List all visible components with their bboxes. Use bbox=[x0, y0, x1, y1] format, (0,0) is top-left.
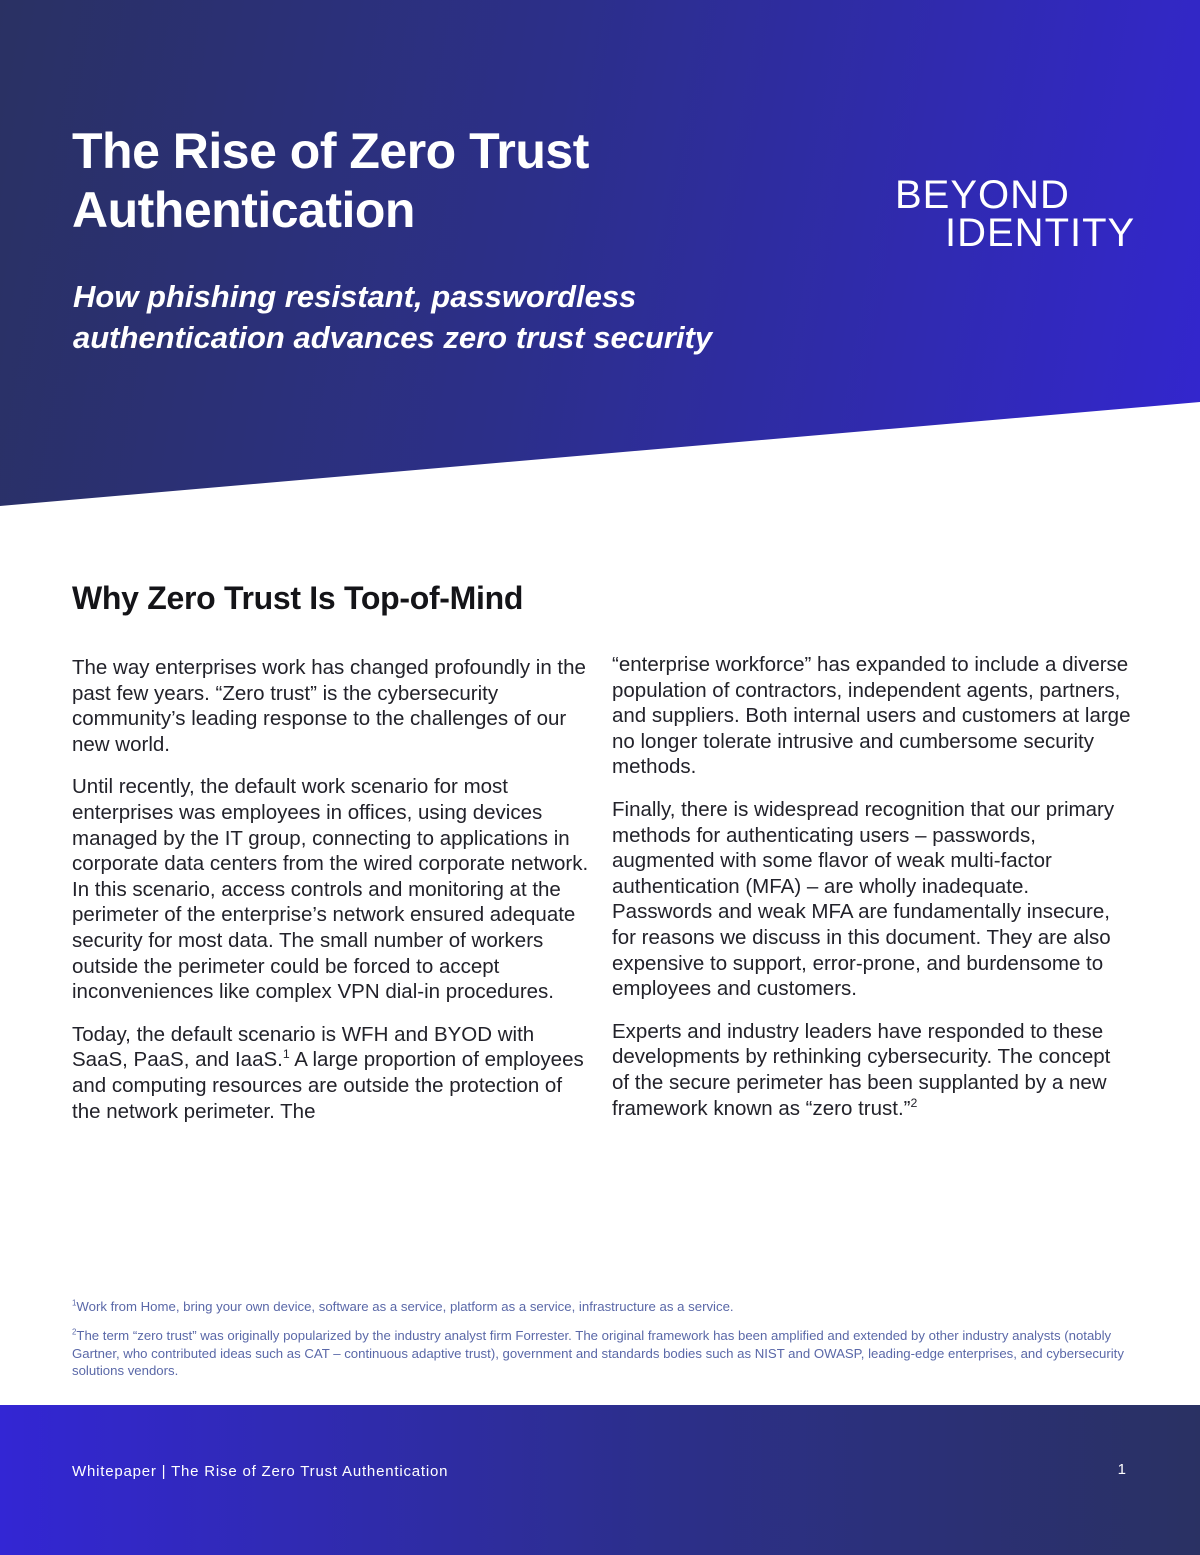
paragraph-2: Until recently, the default work scenario for most enterprises was employees in offices, using devices managed by the IT group, connecting to applications in corporate data centers from the wired corporate network. In this scenario, access controls and monitoring at the perimeter of the enterprise’s network ensured adequate security for most data. The small number of workers outside the perimeter could be forced to accept inconveniences like complex VPN dial-in procedures. bbox=[72, 775, 589, 1004]
paragraph-1: The way enterprises work has changed profoundly in the past few years. “Zero trust” is the cybersecurity community’s leading response to the challenges of our new world. bbox=[72, 656, 586, 756]
page-title: The Rise of Zero Trust Authentication bbox=[72, 123, 589, 238]
page-subtitle: How phishing resistant, passwordless authentication advances zero trust security bbox=[73, 279, 713, 355]
beyond-identity-logo bbox=[895, 173, 1136, 255]
paragraph-3-part-b: A large proportion of employees and computing resources are outside the protection of the network perimeter. The bbox=[72, 1048, 584, 1123]
footnote-2 bbox=[72, 1327, 1132, 1379]
body-column-right bbox=[612, 652, 1132, 1138]
paragraph-3 bbox=[72, 1022, 592, 1124]
footnote-1-mark: 1 bbox=[72, 1298, 77, 1308]
header-banner bbox=[0, 0, 1200, 510]
footnote-ref-1: 1 bbox=[282, 1047, 290, 1062]
paragraph-6-text: Experts and industry leaders have responded to these developments by rethinking cybersecurity. The concept of the secure perimeter has been supplanted by a new framework known as “zero trust.” bbox=[612, 1019, 1111, 1120]
logo-line-2: IDENTITY bbox=[945, 211, 1136, 255]
paragraph-6 bbox=[612, 1019, 1132, 1121]
footnote-1 bbox=[72, 1298, 1132, 1315]
footnote-ref-2: 2 bbox=[910, 1095, 918, 1110]
footnote-2-text: The term “zero trust” was originally popularized by the industry analyst firm Forrester. The original framework has been amplified and extended by other industry analysts (notably Gartner, who contributed ideas such as CAT – continuous adaptive trust), government and standards bodies such as NIST and OWASP, leading-edge enterprises, and cybersecurity solutions vendors. bbox=[72, 1328, 1124, 1378]
paragraph-4: “enterprise workforce” has expanded to include a diverse population of contractors, independent agents, partners, and suppliers. Both internal users and customers at large no longer tolerate intrusive and cumbersome security methods. bbox=[612, 653, 1131, 779]
footer-text: Whitepaper | The Rise of Zero Trust Authentication bbox=[72, 1463, 449, 1480]
footnotes bbox=[72, 1298, 1132, 1391]
logo-line-1: BEYOND bbox=[895, 173, 1070, 217]
section-heading: Why Zero Trust Is Top-of-Mind bbox=[72, 580, 524, 616]
footnote-1-text: Work from Home, bring your own device, software as a service, platform as a service, infrastructure as a service. bbox=[76, 1299, 734, 1314]
paragraph-5: Finally, there is widespread recognition that our primary methods for authenticating users – passwords, augmented with some flavor of weak multi-factor authentication (MFA) – are wholly inadequate. Passwords and weak MFA are fundamentally insecure, for reasons we discuss in this document. They are also expensive to support, error-prone, and burdensome to employees and customers. bbox=[612, 797, 1115, 1001]
footer-bar bbox=[0, 1405, 1200, 1555]
paragraph-3-part-a: Today, the default scenario is WFH and BYOD with SaaS, PaaS, and IaaS. bbox=[72, 1022, 535, 1072]
page-number: 1 bbox=[1117, 1461, 1126, 1478]
footnote-2-mark: 2 bbox=[72, 1327, 77, 1337]
body-column-left bbox=[72, 655, 592, 1141]
